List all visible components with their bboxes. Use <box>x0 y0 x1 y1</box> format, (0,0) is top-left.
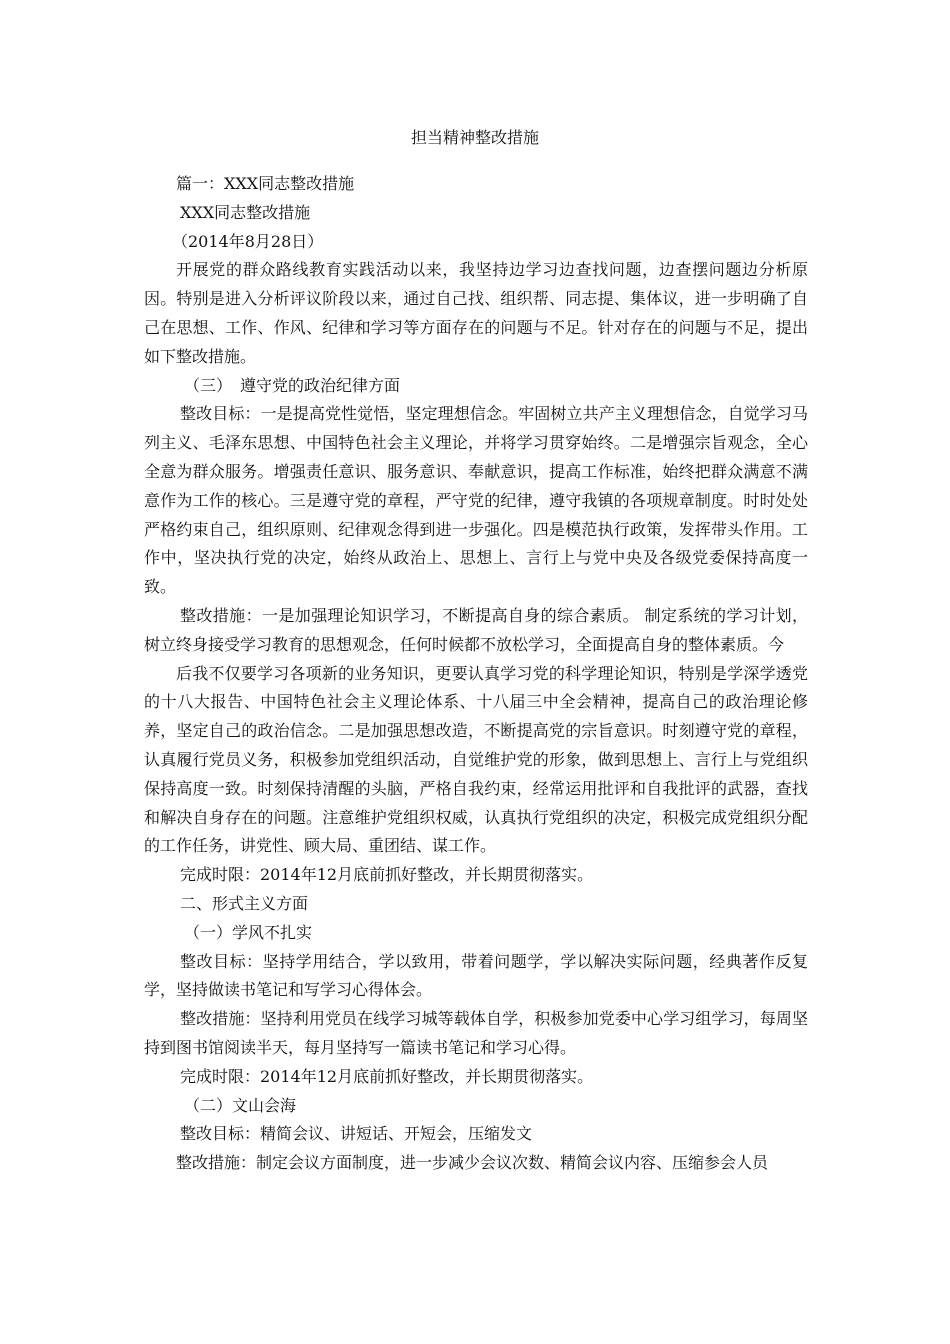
paragraph: 完成时限：2014年12月底前抓好整改，并长期贯彻落实。 <box>180 1066 594 1086</box>
section-heading: （一）学风不扎实 <box>184 922 313 942</box>
paragraph: 整改目标：精简会议、讲短话、开短会，压缩发文 <box>180 1124 533 1144</box>
paragraph: 开展党的群众路线教育实践活动以来，我坚持边学习边查找问题，边查摆问题边分析原因。特别是进入分析评议阶段以来，通过自己找、组织帮、同志提、集体议，进一步明确了自己在思想、工作、作风、纪律和学习等方面存在的问题与不足。针对存在的问题与不足，提出如下整改措施。 <box>144 260 808 366</box>
section-heading: （三） 遵守党的政治纪律方面 <box>184 375 401 395</box>
paragraph: （2014年8月28日） <box>172 231 324 251</box>
paragraph: 篇一：XXX同志整改措施 <box>176 174 355 193</box>
paragraph: 整改目标：坚持学用结合，学以致用，带着问题学，学以解决实际问题，经典著作反复学，坚持做读书笔记和写学习心得体会。 <box>144 951 808 1000</box>
paragraph: 整改措施：一是加强理论知识学习，不断提高自身的综合素质。 制定系统的学习计划，树立终身接受学习教育的思想观念，任何时候都不放松学习，全面提高自身的整体素质。今 <box>144 605 808 654</box>
paragraph: 整改措施：坚持利用党员在线学习城等载体自学，积极参加党委中心学习组学习，每周坚持到图书馆阅读半天，每月坚持写一篇读书笔记和学习心得。 <box>144 1009 808 1057</box>
paragraph: 整改措施：制定会议方面制度，进一步减少会议次数、精简会议内容、压缩参会人员 <box>176 1153 769 1173</box>
document-title: 担当精神整改措施 <box>410 128 539 147</box>
paragraph: 整改目标：一是提高党性觉悟，坚定理想信念。牢固树立共产主义理想信念，自觉学习马列主义、毛泽东思想、中国特色社会主义理论，并将学习贯穿始终。二是增强宗旨观念，全心全意为群众服务。增强责任意识、服务意识、奉献意识，提高工作标准，始终把群众满意不满意作为工作的核心。三是遵守党的章程，严守党的纪律，遵守我镇的各项规章制度。时时处处严格约束自己，组织原则、纪律观念得到进一步强化。四是模范执行政策，发挥带头作用。工作中，坚决执行党的决定，始终从政治上、思想上、言行上与党中央及各级党委保持高度一致。 <box>144 404 808 597</box>
section-heading: （二）文山会海 <box>184 1095 297 1115</box>
document-body <box>144 170 808 1178</box>
paragraph: XXX同志整改措施 <box>180 202 311 222</box>
section-heading: 二、形式主义方面 <box>180 893 309 913</box>
paragraph: 完成时限：2014年12月底前抓好整改，并长期贯彻落实。 <box>180 865 594 885</box>
paragraph: 后我不仅要学习各项新的业务知识，更要认真学习党的科学理论知识，特别是学深学透党的十八大报告、中国特色社会主义理论体系、十八届三中全会精神，提高自己的政治理论修养，坚定自己的政治信念。二是加强思想改造，不断提高党的宗旨意识。时刻遵守党的章程，认真履行党员义务，积极参加党组织活动，自觉维护党的形象，做到思想上、言行上与党组织保持高度一致。时刻保持清醒的头脑，严格自我约束，经常运用批评和自我批评的武器，查找和解决自身存在的问题。注意维护党组织权威，认真执行党组织的决定，积极完成党组织分配的工作任务，讲党性、顾大局、重团结、谋工作。 <box>144 663 808 856</box>
